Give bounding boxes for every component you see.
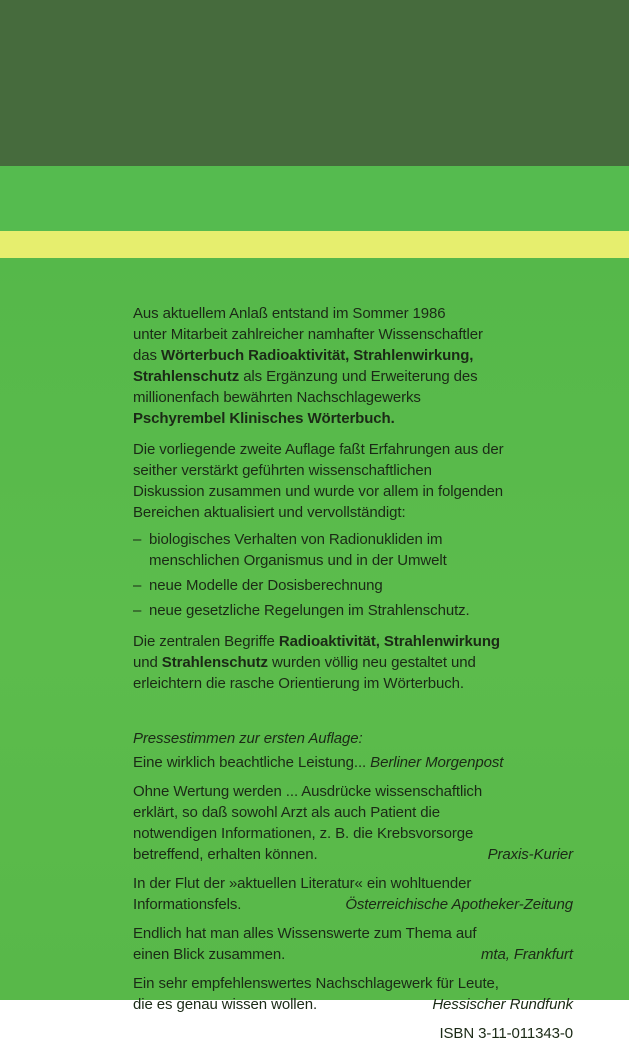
press-quote: Ein sehr empfehlenswertes Nachschlagewerk für Leute, die es genau wissen wollen. Hessischer Rundfunk [133,975,573,1013]
top-dark-band [0,0,629,166]
list-item: – neue Modelle der Dosisberechnung [133,575,573,596]
book-title-cont: Strahlenschutz [133,368,240,385]
press-quote: Eine wirklich beachtliche Leistung... Berliner Morgenpost [133,754,504,771]
intro-paragraph-2: Die vorliegende zweite Auflage faßt Erfahrungen aus der seither verstärkt geführten wissenschaftlichen Diskussion zusammen und wurde vor allem in folgenden Bereichen aktualisiert und vervollständigt: [133,441,504,521]
intro-paragraph-3: Die zentralen Begriffe Radioaktivität, Strahlenwirkung und Strahlenschutz wurden völlig neu gestaltet und erleichtern die rasche Orientierung im Wörterbuch. [133,633,500,692]
press-quote: In der Flut der »aktuellen Literatur« ein wohltuender Informationsfels. Österreichische Apotheker-Zeitung [133,875,573,913]
list-item: – neue gesetzliche Regelungen im Strahlenschutz. [133,600,573,621]
intro-paragraph-1: Aus aktuellem Anlaß entstand im Sommer 1986 unter Mitarbeit zahlreicher namhafter Wissenschaftler das Wörterbuch Radioaktivität, Strahlenwirkung, Strahlenschutz als Ergänzung und Erweiterung des millionenfach bewährten Nachschlagewerks Pschyrembel Klinisches Wörterbuch. [133,305,483,427]
bright-green-band [0,166,629,231]
press-heading: Pressestimmen zur ersten Auflage: [133,730,363,747]
yellow-stripe [0,231,629,258]
quote-source: Praxis-Kurier [487,846,573,863]
back-cover-text [133,303,573,1044]
quote-source: Österreichische Apotheker-Zeitung [345,896,573,913]
isbn: ISBN 3-11-011343-0 [439,1025,573,1042]
quote-source: Hessischer Rundfunk [432,996,573,1013]
quote-source: mta, Frankfurt [481,946,573,963]
list-item: – biologisches Verhalten von Radionukliden im menschlichen Organismus und in der Umwelt [133,529,573,571]
quote-source: Berliner Morgenpost [370,754,504,771]
press-quote: Endlich hat man alles Wissenswerte zum Thema auf einen Blick zusammen. mta, Frankfurt [133,925,573,963]
book-title: Wörterbuch Radioaktivität, Strahlenwirkung, [160,347,474,364]
press-quote: Ohne Wertung werden ... Ausdrücke wissenschaftlich erklärt, so daß sowohl Arzt als auch Patient die notwendigen Informationen, z. B. die Krebsvorsorge betreffend, erhalten können. Praxis-Kurier [133,783,573,863]
update-list [133,529,573,621]
reference-work-title: Pschyrembel Klinisches Wörterbuch. [133,410,395,427]
